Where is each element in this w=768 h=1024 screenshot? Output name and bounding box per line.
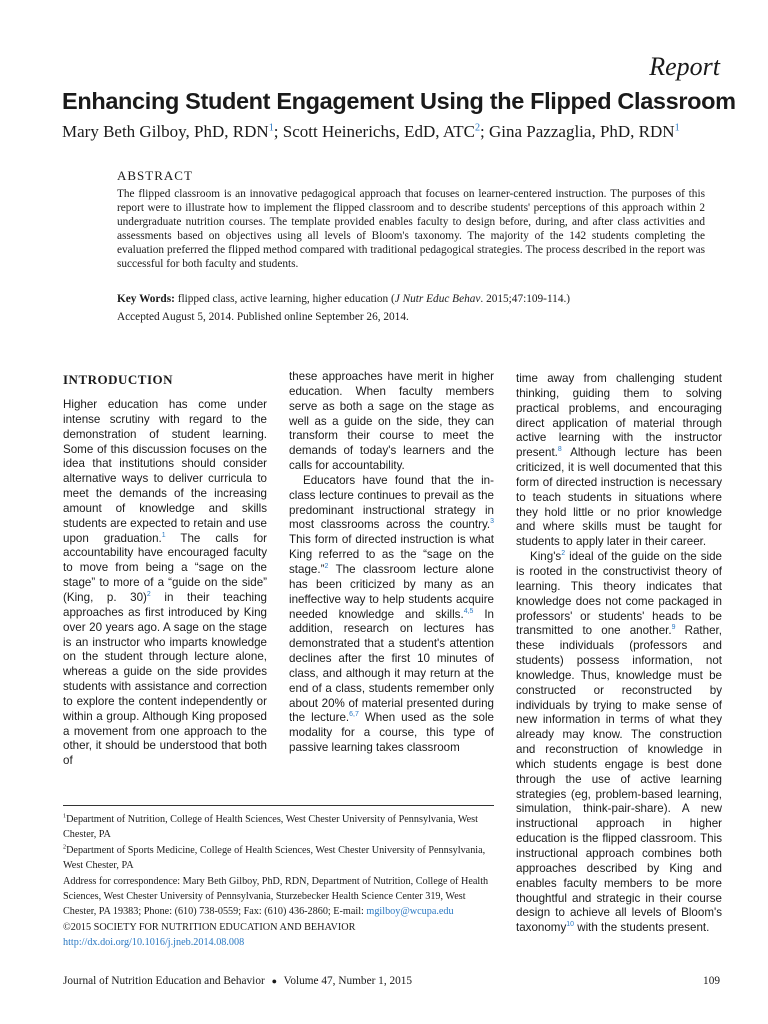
text-run: Address for correspondence: Mary Beth Gilboy, PhD, RDN, Department of Nutrition, College of Health Sciences, West Chester University of Pennsylvania, Sturzebecker Health Science Center 319, West Chester, PA 19383; Phone: (610) 738-0559; Fax: (610) 436-2860; E-mail: (63, 875, 489, 918)
journal-footer (63, 975, 412, 987)
citation-ref[interactable]: 1 (161, 531, 166, 539)
paragraph: these approaches have merit in higher education. When faculty members serve as both a sage on the stage as well as a guide on the side, they can transform their course to meet the demands of today's learners and the calls for accountability. (289, 370, 494, 473)
citation-ref[interactable]: 8 (557, 446, 562, 454)
body-column-1 (63, 398, 267, 769)
author-name: Mary Beth Gilboy, PhD, RDN (62, 122, 269, 141)
citation-ref[interactable]: 2 (146, 591, 151, 599)
text-run: with the students present. (574, 921, 710, 935)
text-run: time away from challenging student thinking, guiding them to solving practical problems, and encouraging direct application of material through active learning with the instructor present. (516, 372, 722, 460)
body-column-2 (289, 370, 494, 756)
citation-details: . 2015;47:109-114.) (480, 293, 571, 305)
text-run: When used as the sole modality for a course, this type of passive learning takes classroom (289, 711, 495, 755)
citation-ref[interactable]: 9 (671, 624, 676, 632)
keywords-label: Key Words: (117, 293, 175, 305)
keywords-text: flipped class, active learning, higher education (177, 293, 389, 305)
text-run: Rather, these individuals (professors and students) possess information, not knowledge. Thus, knowledge must be constructed or reconstructed by individuals by trying to make sense of new information in terms of what they already may know. The construction and reconstruction of knowledge in which students engage is best done through the use of active learning strategies (eg, problem-based learning, simulation, think-pair-share). A new instructional approach in higher education is the flipped classroom. This instructional approach combines both approaches described by King and enables faculty members to be more thoughtful and strategic in their course design to achieve all levels of Bloom's taxonomy (516, 624, 722, 935)
citation-ref[interactable]: 2 (561, 550, 566, 558)
footnotes (63, 812, 495, 951)
paragraph (289, 474, 494, 756)
text-run: Department of Nutrition, College of Health Sciences, West Chester University of Pennsylvania, West Chester, PA (63, 814, 478, 841)
report-label: Report (649, 52, 720, 81)
citation-ref[interactable]: 4,5 (463, 607, 474, 615)
body-column-3 (516, 372, 722, 936)
text-run: ideal of the guide on the side is rooted in the constructivist theory of learning. This theory indicates that knowledge does not come packaged in professors' or students' heads to be transmitted to one another. (516, 550, 722, 638)
affiliation-ref[interactable]: 2 (474, 122, 481, 134)
article-title: Enhancing Student Engagement Using the Flipped Classroom (62, 88, 736, 114)
footnote-divider (63, 805, 494, 806)
footnote-marker: 1 (63, 813, 67, 820)
paragraph (516, 372, 722, 550)
citation-ref[interactable]: 10 (566, 921, 574, 929)
text-run: in their teaching approaches as first introduced by King over 20 years ago. A sage on the stage is an instructor who imparts knowledge on the student through lecture alone, whereas a guide on the side provides students with assistance and correction to explore the content independently or within a group. Although King proposed a movement from one approach to the other, it should be understood that both of (63, 590, 268, 768)
correspondence-address (63, 874, 495, 920)
email-link[interactable]: mgilboy@wcupa.edu (366, 906, 454, 918)
text-run: This form of directed instruction is what King referred to as the “sage on the stage.” (289, 533, 494, 576)
abstract-heading: ABSTRACT (117, 168, 193, 183)
keywords-line: Key Words: flipped class, active learning, higher education (J Nutr Educ Behav. 2015;47:109-114.) (117, 293, 571, 305)
affiliation-ref[interactable]: 1 (268, 122, 274, 134)
author-list (62, 122, 680, 142)
text-run: Department of Sports Medicine, College of Health Sciences, West Chester University of Pennsylvania, West Chester, PA (63, 844, 486, 872)
author-separator: ; (273, 122, 283, 141)
text-run: King's (530, 550, 562, 564)
paragraph (63, 398, 267, 769)
footnote-affiliation-2 (63, 843, 495, 874)
author-separator: ; (480, 122, 490, 141)
page-number: 109 (703, 975, 720, 987)
footnote-affiliation-1 (63, 812, 495, 843)
citation-ref[interactable]: 2 (324, 563, 329, 571)
text-run: Higher education has come under intense scrutiny with regard to the demonstration of student learning. Some of this discussion focuses on the idea that institutions should consider alternative ways to deliver curricula to meet the demands of the increasing amount of knowledge and skills students are expected to retain and use upon graduation. (63, 398, 267, 545)
text-run: In addition, research on lectures has demonstrated that a student's attention declines after the first 10 minutes of class, and although it may return at the end of a class, students remember only about 20% of material presented during the lecture. (289, 607, 495, 725)
citation-ref[interactable]: 3 (490, 518, 494, 526)
text-run: Educators have found that the in-class lecture continues to prevail as the predominant instructional strategy in most classrooms across the country. (289, 473, 494, 532)
abstract-text: The flipped classroom is an innovative pedagogical approach that focuses on learner-centered instruction. The purposes of this report were to illustrate how to implement the flipped classroom and to describe students' perceptions of this approach within 2 undergraduate nutrition courses. The template provided enables faculty to design before, during, and after class activities and assessments based on objectives using all levels of Bloom's taxonomy. The majority of the 142 students completing the evaluation preferred the flipped method compared with traditional pedagogical strategies. The process described in the report was successful for both faculty and students. (117, 188, 705, 270)
accepted-date: Accepted August 5, 2014. Published online September 26, 2014. (117, 311, 409, 323)
citation-ref[interactable]: 6,7 (349, 711, 359, 719)
journal-name: Journal of Nutrition Education and Behavior (63, 975, 265, 987)
affiliation-ref[interactable]: 1 (674, 122, 680, 134)
copyright-notice: ©2015 SOCIETY FOR NUTRITION EDUCATION AND BEHAVIOR (63, 921, 356, 933)
bullet-separator: ● (271, 976, 277, 986)
volume-info: Volume 47, Number 1, 2015 (283, 975, 413, 987)
section-heading-introduction: INTRODUCTION (63, 372, 174, 387)
doi-link[interactable]: http://dx.doi.org/10.1016/j.jneb.2014.08.008 (63, 937, 245, 949)
author-name: Scott Heinerichs, EdD, ATC (282, 122, 475, 141)
footnote-marker: 2 (63, 844, 67, 851)
author-name: Gina Pazzaglia, PhD, RDN (489, 122, 675, 141)
text-run: The classroom lecture alone has been criticized by many as an ineffective way to help students acquire needed knowledge and skills. (289, 562, 494, 621)
text-run: Although lecture has been criticized, it is well documented that this form of directed instruction is necessary to teach students in situations where they hold little or no prior knowledge and where skills must be taught for students to apply later in their career. (516, 446, 722, 549)
citation-journal: J Nutr Educ Behav (394, 293, 481, 305)
paragraph (516, 550, 722, 936)
text-run: The calls for accountability have encouraged faculty to move from being a “sage on the stage” to more of a “guide on the side” (King, p. 30) (63, 531, 267, 604)
